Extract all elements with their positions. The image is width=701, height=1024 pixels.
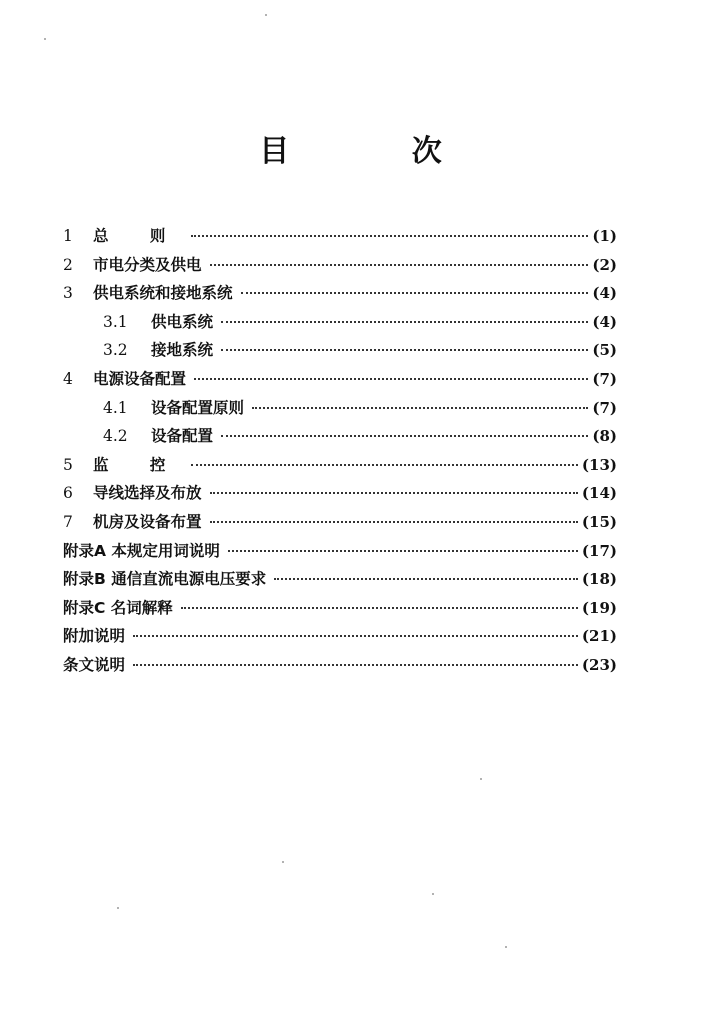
- toc-entry-label: 附加说明: [63, 627, 126, 646]
- scan-speck: [282, 861, 284, 863]
- toc-entry: [63, 310, 617, 339]
- toc-entry-page: (15): [581, 512, 617, 531]
- toc-entry-page: (1): [592, 227, 617, 245]
- toc-entry-label: 附录C 名词解释: [63, 598, 173, 617]
- toc-entry-number: 3.1: [103, 312, 128, 331]
- toc-entry: [63, 367, 617, 396]
- toc-entry-page: (21): [581, 627, 617, 646]
- dot-leader: [274, 578, 578, 580]
- toc-entry-number: 3: [63, 284, 73, 303]
- toc-entry-label: 设备配置: [151, 427, 214, 446]
- toc-entry-page: (18): [581, 570, 617, 589]
- dot-leader: [221, 321, 588, 323]
- toc-entry: [63, 396, 617, 425]
- toc-entry: [63, 481, 617, 510]
- toc-entry-number: 4.2: [103, 427, 128, 446]
- toc-entry-label: 附录A 本规定用词说明: [63, 541, 220, 560]
- scan-speck: [505, 946, 507, 948]
- toc-entry-number: 3.2: [103, 341, 128, 360]
- toc-entry: [63, 253, 617, 282]
- toc-entry-page: (5): [592, 341, 617, 360]
- toc-entry: [63, 596, 617, 625]
- toc-entry-label: 监 控: [93, 455, 184, 474]
- toc-entry-number: 2: [63, 255, 73, 274]
- toc-entry-page: (7): [592, 369, 617, 388]
- dot-leader: [191, 235, 588, 237]
- toc-entry: [63, 624, 617, 653]
- toc-entry-page: (4): [592, 284, 617, 303]
- dot-leader: [191, 464, 578, 466]
- scan-speck: [432, 893, 434, 895]
- toc-entry-number: 4.1: [103, 398, 128, 417]
- toc-entry: [63, 338, 617, 367]
- table-of-contents: [63, 224, 617, 682]
- toc-entry-number: 1: [63, 227, 73, 245]
- toc-entry-label: 设备配置原则: [151, 398, 245, 417]
- dot-leader: [228, 550, 578, 552]
- dot-leader: [133, 635, 578, 637]
- toc-entry: [63, 281, 617, 310]
- scan-speck: [265, 14, 267, 16]
- toc-entry-label: 条文说明: [63, 655, 126, 674]
- toc-entry-page: (7): [592, 398, 617, 417]
- toc-entry-page: (17): [581, 541, 617, 560]
- toc-entry-page: (4): [592, 312, 617, 331]
- toc-entry-number: 4: [63, 369, 73, 388]
- toc-entry: [63, 453, 617, 482]
- toc-entry-page: (8): [592, 427, 617, 446]
- toc-entry-label: 导线选择及布放: [93, 484, 202, 503]
- toc-entry-label: 市电分类及供电: [93, 255, 202, 274]
- dot-leader: [181, 607, 578, 609]
- toc-entry: [63, 424, 617, 453]
- toc-entry-page: (19): [581, 598, 617, 617]
- toc-entry: [63, 653, 617, 682]
- toc-entry-page: (14): [581, 484, 617, 503]
- dot-leader: [210, 264, 589, 266]
- dot-leader: [133, 664, 578, 666]
- toc-entry-label: 接地系统: [151, 341, 214, 360]
- toc-entry: [63, 567, 617, 596]
- page-title: 目 次: [259, 134, 498, 169]
- toc-entry-label: 附录B 通信直流电源电压要求: [63, 570, 267, 589]
- toc-entry-number: 6: [63, 484, 73, 503]
- toc-entry: [63, 224, 617, 253]
- dot-leader: [221, 349, 588, 351]
- dot-leader: [221, 435, 588, 437]
- dot-leader: [241, 292, 589, 294]
- toc-entry: [63, 539, 617, 568]
- toc-entry-label: 供电系统和接地系统: [93, 284, 233, 303]
- dot-leader: [210, 521, 578, 523]
- toc-entry-number: 7: [63, 512, 73, 531]
- dot-leader: [252, 407, 588, 409]
- toc-entry-page: (23): [581, 655, 617, 674]
- toc-entry-page: (2): [592, 255, 617, 274]
- scan-speck: [44, 38, 46, 40]
- dot-leader: [194, 378, 588, 380]
- scan-speck: [117, 907, 119, 909]
- toc-entry-label: 总 则: [93, 227, 184, 245]
- toc-entry-label: 电源设备配置: [93, 369, 187, 388]
- dot-leader: [210, 492, 578, 494]
- toc-entry-label: 机房及设备布置: [93, 512, 202, 531]
- toc-entry-number: 5: [63, 455, 73, 474]
- toc-entry-page: (13): [581, 455, 617, 474]
- toc-entry-label: 供电系统: [151, 312, 214, 331]
- toc-entry: [63, 510, 617, 539]
- scan-speck: [480, 778, 482, 780]
